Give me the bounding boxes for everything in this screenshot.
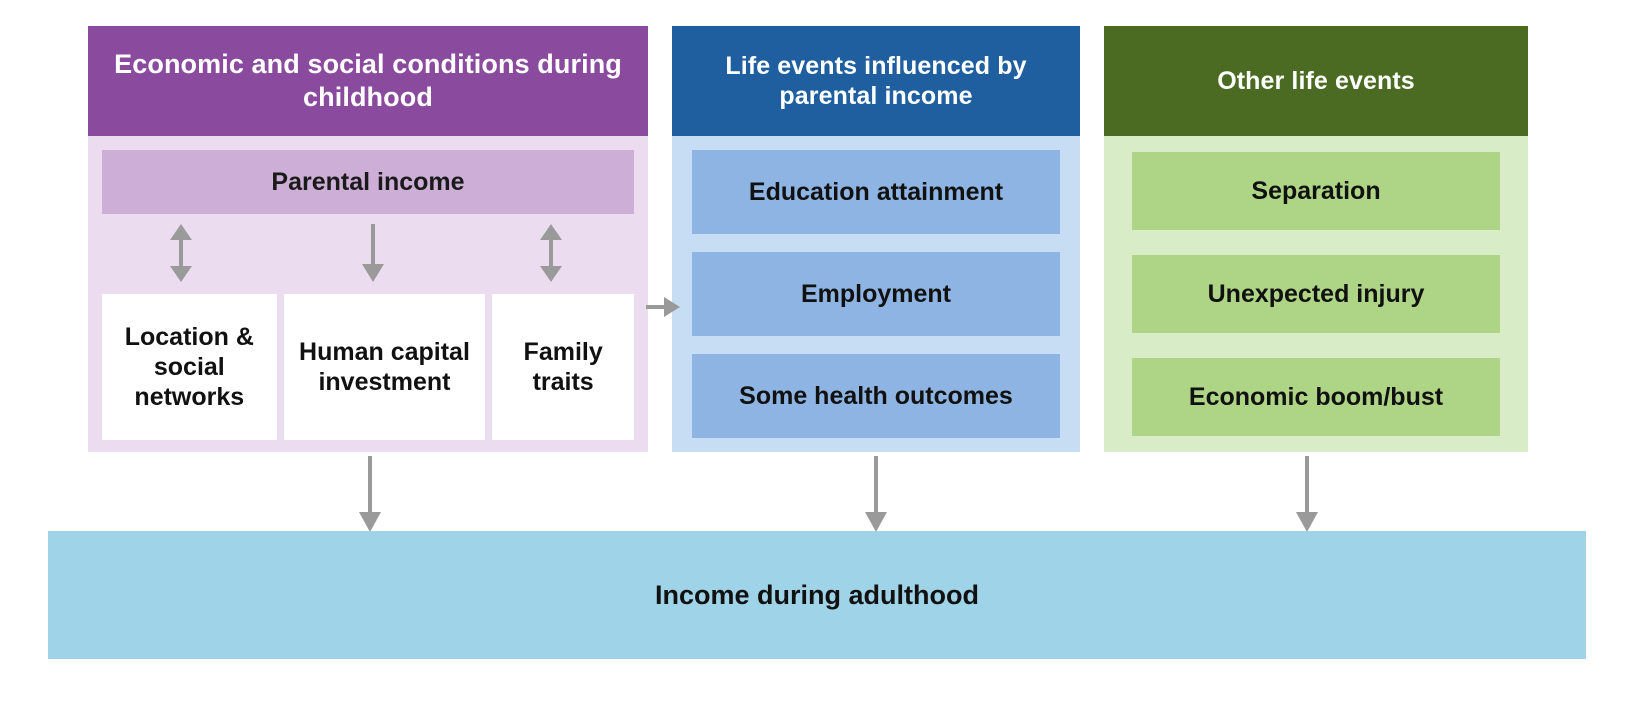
column-life-events xyxy=(672,26,1080,452)
arrow-life-events-to-income-icon xyxy=(863,456,889,532)
node-parental-income: Parental income xyxy=(102,150,634,214)
arrow-parental-income-to-location-icon xyxy=(168,224,194,282)
node-education-attainment: Education attainment xyxy=(692,150,1060,234)
column-body-childhood-conditions xyxy=(88,136,648,452)
node-location-social-networks: Location & social networks xyxy=(102,294,277,440)
node-unexpected-injury: Unexpected injury xyxy=(1132,255,1500,333)
column-other-life-events xyxy=(1104,26,1528,452)
node-family-traits: Family traits xyxy=(492,294,634,440)
arrow-parental-income-to-human-capital-icon xyxy=(360,224,386,282)
arrow-childhood-to-income-icon xyxy=(357,456,383,532)
arrow-other-life-events-to-income-icon xyxy=(1294,456,1320,532)
node-economic-boom-bust: Economic boom/bust xyxy=(1132,358,1500,436)
column-header-other-life-events: Other life events xyxy=(1104,26,1528,136)
column-body-life-events xyxy=(672,136,1080,452)
node-income-during-adulthood: Income during adulthood xyxy=(48,531,1586,659)
arrow-childhood-to-life-events-icon xyxy=(646,296,680,318)
column-header-childhood-conditions: Economic and social conditions during childhood xyxy=(88,26,648,136)
node-some-health-outcomes: Some health outcomes xyxy=(692,354,1060,438)
node-human-capital-investment: Human capital investment xyxy=(284,294,486,440)
childhood-subnodes-row xyxy=(102,294,634,440)
column-body-other-life-events xyxy=(1104,136,1528,452)
node-employment: Employment xyxy=(692,252,1060,336)
node-separation: Separation xyxy=(1132,152,1500,230)
arrow-parental-income-to-family-traits-icon xyxy=(538,224,564,282)
column-header-life-events: Life events influenced by parental income xyxy=(672,26,1080,136)
